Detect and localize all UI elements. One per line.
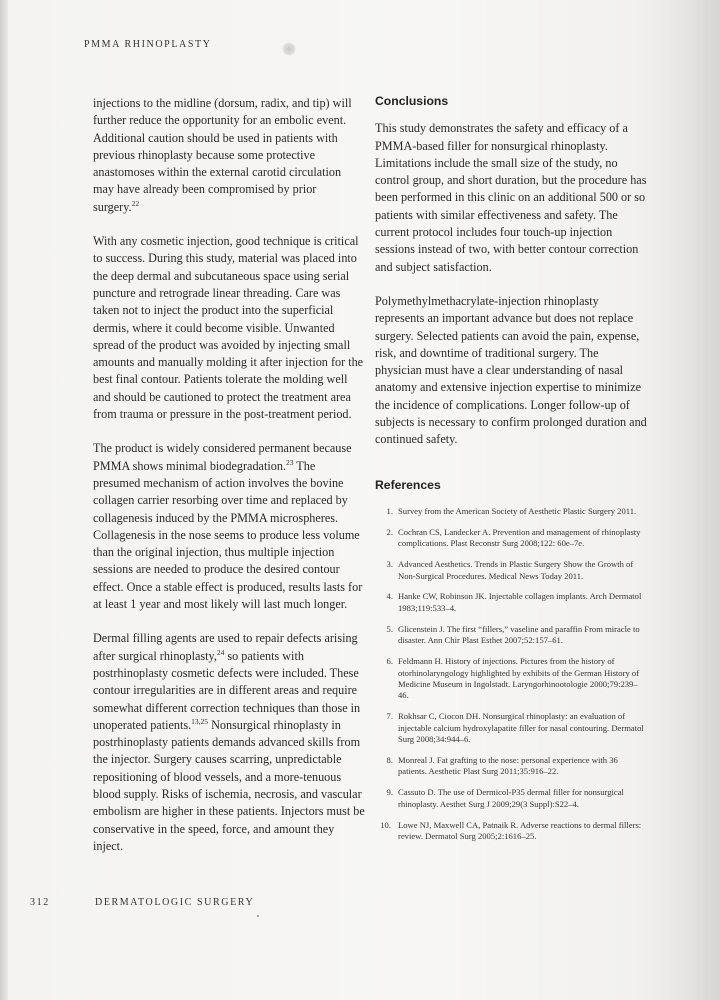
reference-item: 3. Advanced Aesthetics. Trends in Plastic Surgery Show the Growth of Non-Surgical Procedures. Medical News Today 2011. xyxy=(386,559,634,581)
reference-item: 2. Cochran CS, Landecker A. Prevention and management of rhinoplasty complications. Plast Reconstr Surg 2008;122: 60e–7e. xyxy=(386,526,641,549)
conclusions-paragraph: This study demonstrates the safety and efficacy of a PMMA-based filler for nonsurgical rhinoplasty. Limitations include the small size of the study, no control group, and short duration, but the procedure has been performed in this clinic on an additional 500 or so patients with similar effectiveness and safety. The current protocol includes four touch-up injection sessions instead of two, with better contour correction and subject satisfaction. xyxy=(375,121,647,274)
citation-superscript: 23 xyxy=(285,457,294,467)
scan-speck xyxy=(257,915,259,917)
body-paragraph: With any cosmetic injection, good technique is critical to success. During this study, material was placed into the deep dermal and subcutaneous space using serial puncture and retrograde linear threading. Care was taken not to inject the product into the superficial dermis, where it could become visible. Unwanted spread of the product was avoided by injecting small amounts and manually molding it after injection for the best final contour. Patients tolerate the molding well and should be cautioned to protect the treatment area from trauma or pressure in the post-treatment period. xyxy=(93,234,364,422)
citation-superscript: 22 xyxy=(131,198,140,208)
conclusions-paragraph: Polymethylmethacrylate-injection rhinoplasty represents an important advance but does not replace surgery. Selected patients can avoid the pain, expense, risk, and downtime of traditional surgery. The physician must have a clear understanding of nasal anatomy and extensive injection expertise to minimize the incidence of complications. Longer follow-up of subjects is necessary to confirm prolonged duration and continued safety. xyxy=(375,293,647,447)
references-heading: References xyxy=(375,477,441,492)
citation-superscript: 13,25 xyxy=(191,716,209,726)
right-column xyxy=(375,93,647,852)
reference-item: 9. Cassuto D. The use of Dermicol-P35 dermal filler for nonsurgical rhinoplasty. Aesthet Surg J 2009;29(3 Suppl):S22–4. xyxy=(386,787,624,809)
page-number: 312 xyxy=(30,897,50,908)
left-column xyxy=(93,95,365,872)
journal-name: DERMATOLOGIC SURGERY xyxy=(95,897,255,908)
conclusions-heading: Conclusions xyxy=(375,94,449,108)
citation-superscript: 24 xyxy=(216,647,225,657)
references-list xyxy=(375,506,647,842)
reference-item: 5. Glicenstein J. The first “fillers,” vaseline and paraffin From miracle to disaster. Ann Chir Plast Esthet 2007;52:157–61. xyxy=(386,623,640,646)
running-header: PMMA RHINOPLASTY xyxy=(84,39,212,50)
reference-item: 8. Monreal J. Fat grafting to the nose: personal experience with 36 patients. Aesthetic Plast Surg 2011;35:916–22. xyxy=(386,754,618,777)
body-paragraph: The product is widely considered permanent because PMMA shows minimal biodegradation.$^{23}$ The presumed mechanism of action involves the bovine collagen carrier resorbing over time and replaced by collagenesis induced by the PMMA microspheres. Collagenesis in the nose seems to produce less volume than the original injection, thus multiple injection sessions are needed to produce the desired contour effect. Once a stable effect is produced, results lasts for at least 1 year and most likely will last much longer. xyxy=(93,441,363,612)
reference-item: 7. Rokhsar C, Ciocon DH. Nonsurgical rhinoplasty: an evaluation of injectable calcium hydroxylapatite filler for nasal contouring. Dermatol Surg 2008;34:944–6. xyxy=(386,711,644,745)
scan-smudge xyxy=(282,42,296,56)
reference-item: 4. Hanke CW, Robinson JK. Injectable collagen implants. Arch Dermatol 1983;119:533–4. xyxy=(386,591,642,613)
body-paragraph: injections to the midline (dorsum, radix, and tip) will further reduce the opportunity for an embolic event. Additional caution should be used in patients with previous rhinoplasty because some protective anastomoses within the external carotid circulation may have already been compromised by prior surgery.$^{22}$ xyxy=(93,96,352,214)
reference-item: 6. Feldmann H. History of injections. Pictures from the history of otorhinolaryngology highlighted by exhibits of the German History of Medicine Museum in Ingolstadt. Laryngorhinootologie 2000;79:239–46. xyxy=(386,656,640,701)
reference-item: 1. Survey from the American Society of Aesthetic Plastic Surgery 2011. xyxy=(386,505,637,516)
reference-item: 10. Lowe NJ, Maxwell CA, Patnaik R. Adverse reactions to dermal fillers: review. Dermatol Surg 2005;2:1616–25. xyxy=(380,819,642,841)
page-binding-shadow xyxy=(0,0,8,1000)
body-paragraph: Dermal filling agents are used to repair defects arising after surgical rhinoplasty,$^{24}$ so patients with postrhinoplasty cosmetic defects were included. These contour irregularities are in different areas and require somewhat different correction techniques than those in unoperated patients.$^{13,25}$ Nonsurgical rhinoplasty in postrhinoplasty patients demands advanced skills from the injector. Surgery causes scarring, unpredictable repositioning of blood vessels, and a more-tenuous blood supply. Risks of ischemia, necrosis, and vascular embolism are higher in these patients. Injectors must be conservative in the speed, force, and amount they inject. xyxy=(93,631,365,853)
